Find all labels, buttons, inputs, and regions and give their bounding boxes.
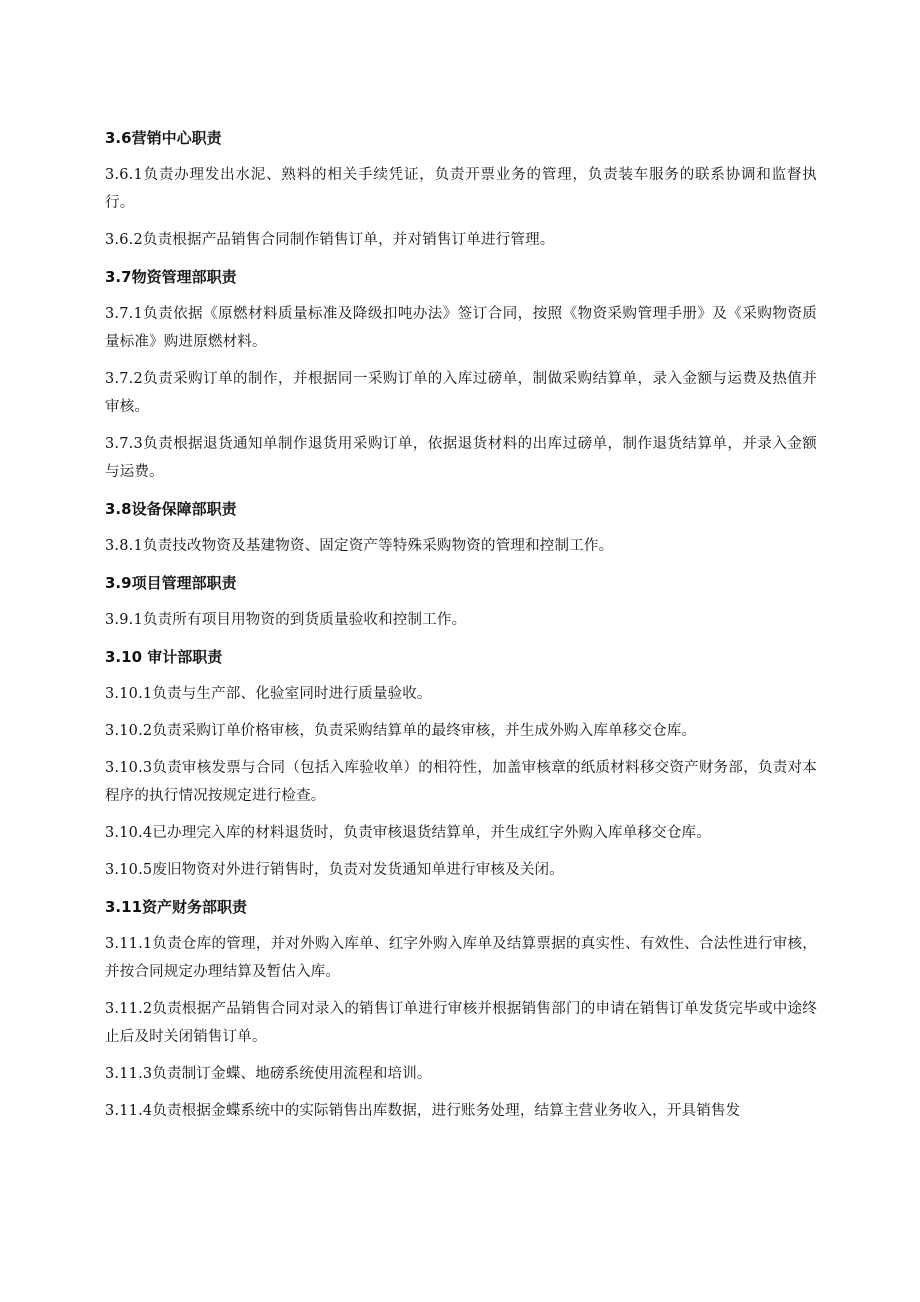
clause-3-7-2: 3.7.2负责采购订单的制作，并根据同一采购订单的入库过磅单，制做采购结算单，录入金额与运费及热值并审核。 [105,371,817,415]
clause-3-11-4: 3.11.4负责根据金蝶系统中的实际销售出库数据，进行账务处理，结算主营业务收入，开具销售发 [105,1103,741,1119]
clause-3-8-1: 3.8.1负责技改物资及基建物资、固定资产等特殊采购物资的管理和控制工作。 [105,538,614,554]
clause-3-10-3: 3.10.3负责审核发票与合同（包括入库验收单）的相符性，加盖审核章的纸质材料移交资产财务部，负责对本程序的执行情况按规定进行检查。 [105,760,817,804]
section-heading-3-7: 3.7物资管理部职责 [105,268,237,286]
section-heading-3-6: 3.6营销中心职责 [105,129,222,147]
clause-3-10-4: 3.10.4已办理完入库的材料退货时，负责审核退货结算单，并生成红字外购入库单移交仓库。 [105,825,711,841]
section-heading-3-8: 3.8设备保障部职责 [105,500,237,518]
clause-3-7-1: 3.7.1负责依据《原燃材料质量标准及降级扣吨办法》签订合同，按照《物资采购管理手册》及《采购物资质量标准》购进原燃材料。 [105,306,817,350]
clause-3-11-1: 3.11.1负责仓库的管理，并对外购入库单、红字外购入库单及结算票据的真实性、有效性、合法性进行审核，并按合同规定办理结算及暂估入库。 [105,936,817,980]
clause-3-11-2: 3.11.2负责根据产品销售合同对录入的销售订单进行审核并根据销售部门的申请在销售订单发货完毕或中途终止后及时关闭销售订单。 [105,1001,817,1045]
clause-3-10-2: 3.10.2负责采购订单价格审核，负责采购结算单的最终审核，并生成外购入库单移交仓库。 [105,723,697,739]
clause-3-6-2: 3.6.2负责根据产品销售合同制作销售订单，并对销售订单进行管理。 [105,232,555,248]
clause-3-6-1: 3.6.1负责办理发出水泥、熟料的相关手续凭证，负责开票业务的管理，负责装车服务的联系协调和监督执行。 [105,167,817,211]
clause-3-9-1: 3.9.1负责所有项目用物资的到货质量验收和控制工作。 [105,612,467,628]
clause-3-7-3: 3.7.3负责根据退货通知单制作退货用采购订单，依据退货材料的出库过磅单，制作退货结算单，并录入金额与运费。 [105,436,817,480]
clause-3-10-5: 3.10.5废旧物资对外进行销售时，负责对发货通知单进行审核及关闭。 [105,862,564,878]
document-page [105,124,817,1134]
clause-3-10-1: 3.10.1负责与生产部、化验室同时进行质量验收。 [105,686,432,702]
section-heading-3-11: 3.11资产财务部职责 [105,898,248,916]
section-heading-3-10: 3.10 审计部职责 [105,648,223,666]
clause-3-11-3: 3.11.3负责制订金蝶、地磅系统使用流程和培训。 [105,1066,432,1082]
section-heading-3-9: 3.9项目管理部职责 [105,574,237,592]
